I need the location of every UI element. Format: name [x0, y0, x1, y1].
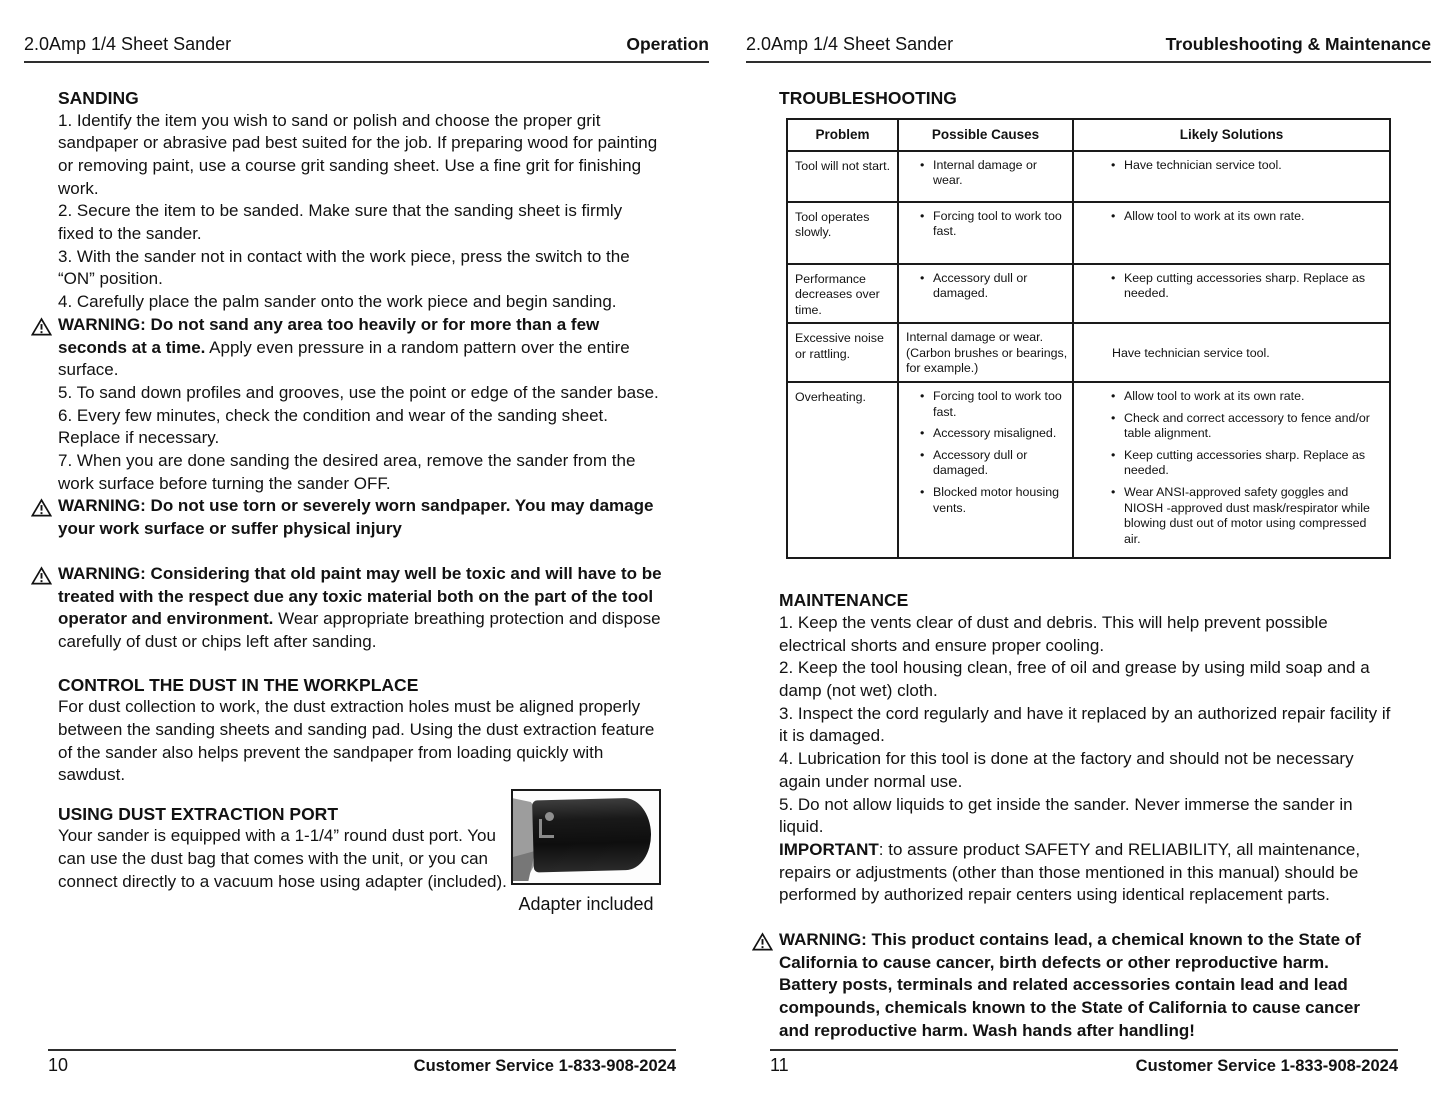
warning-old-paint: [58, 563, 662, 654]
problem-cell: Excessive noise or rattling.: [787, 323, 898, 382]
solutions-cell: [1073, 382, 1390, 558]
warning-rest-text: Wear appropriate breathing protection and dispose carefully of dust or chips left after sanding.: [58, 609, 661, 651]
sanding-step-6: 6. Every few minutes, check the condition and wear of the sanding sheet. Replace if necessary.: [58, 405, 608, 448]
troubleshooting-heading: TROUBLESHOOTING: [779, 88, 957, 108]
causes-cell: [898, 382, 1073, 558]
causes-cell: [898, 151, 1073, 202]
customer-service-text: Customer Service 1-833-908-2024: [413, 1057, 676, 1075]
warning-icon: [31, 498, 52, 524]
maintenance-item-4: 4. Lubrication for this tool is done at the factory and should not be necessary again under normal use.: [779, 749, 1354, 791]
solution-item: • Wear ANSI-approved safety goggles and NIOSH -approved dust mask/respirator while blowing dust out of motor using compressed air.: [1111, 485, 1383, 547]
maintenance-heading: MAINTENANCE: [779, 590, 909, 611]
table-row: [787, 151, 1390, 202]
page-troubleshooting-maintenance: [722, 0, 1444, 1118]
problem-cell: Performance decreases over time.: [787, 264, 898, 324]
cause-item: • Accessory dull or damaged.: [920, 448, 1066, 479]
header-section-label: Operation: [626, 34, 709, 54]
page-number: 11: [770, 1055, 789, 1075]
troubleshooting-content: [779, 87, 1392, 1043]
adapter-image: [511, 789, 661, 885]
sanding-step-3: 3. With the sander not in contact with the work piece, press the switch to the “ON” position.: [58, 246, 630, 289]
problem-cell: Tool operates slowly.: [787, 202, 898, 264]
causes-cell: Internal damage or wear. (Carbon brushes or bearings, for example.): [898, 323, 1073, 382]
dust-control-body: For dust collection to work, the dust extraction holes must be aligned properly between the sanding sheets and sanding pad. Using the dust extraction feature of the sander also helps prevent the sandpaper from loading quickly with sawdust.: [58, 697, 655, 785]
important-rest: : to assure product SAFETY and RELIABILITY, all maintenance, repairs or adjustments (other than those mentioned in this manual) should be performed by authorized repair centers using identical replacement parts.: [779, 839, 1361, 905]
maintenance-important: [779, 839, 1392, 907]
sanding-step-2: 2. Secure the item to be sanded. Make sure that the sanding sheet is firmly fixed to the sander.: [58, 201, 623, 244]
solution-item: • Check and correct accessory to fence and/or table alignment.: [1111, 411, 1383, 442]
page-footer: [48, 1049, 676, 1076]
cause-item: • Forcing tool to work too fast.: [920, 209, 1066, 240]
sanding-step-4: 4. Carefully place the palm sander onto the work piece and begin sanding.: [58, 292, 617, 312]
page-footer: [770, 1049, 1398, 1076]
customer-service-text: Customer Service 1-833-908-2024: [1135, 1057, 1398, 1075]
troubleshooting-table: [786, 118, 1391, 560]
sanding-heading: SANDING: [58, 88, 139, 108]
sanding-step-7: 7. When you are done sanding the desired area, remove the sander from the work surface before turning the sander OFF.: [58, 451, 636, 493]
sanding-step-5: 5. To sand down profiles and grooves, use the point or edge of the sander base.: [58, 382, 659, 402]
dust-port-figure: [510, 789, 662, 915]
operation-content: [58, 87, 662, 915]
maintenance-item-1: 1. Keep the vents clear of dust and debris. This will help prevent possible electrical shorts and ensure proper cooling.: [779, 612, 1328, 655]
solution-item: • Keep cutting accessories sharp. Replace as needed.: [1111, 448, 1383, 479]
table-row: [787, 202, 1390, 264]
dust-port-body: Your sander is equipped with a 1-1/4” round dust port. You can use the dust bag that comes with the unit, or you can connect directly to a vacuum hose using adapter (included).: [58, 826, 507, 891]
dust-port-text-column: [58, 803, 510, 915]
dust-port-heading: USING DUST EXTRACTION PORT: [58, 803, 339, 824]
maintenance-item-5: 5. Do not allow liquids to get inside the sander. Never immerse the sander in liquid.: [779, 794, 1353, 837]
problem-cell: Tool will not start.: [787, 151, 898, 202]
column-header-causes: Possible Causes: [898, 119, 1073, 151]
warning-bold-text: WARNING: Do not sand any area too heavily or for more than a few seconds at a time.: [58, 314, 600, 357]
dust-port-section: [58, 803, 662, 915]
cause-item: • Accessory misaligned.: [920, 426, 1066, 442]
table-row: [787, 323, 1390, 382]
sanding-step-1: 1. Identify the item you wish to sand or polish and choose the proper grit sandpaper or abrasive pad best suited for the job. If preparing wood for painting or removing paint, use a course grit sanding sheet. Use a fine grit for finishing work.: [58, 110, 658, 198]
header-rule: [746, 61, 1431, 63]
warning-bold-text: WARNING: Do not use torn or severely worn sandpaper. You may damage your work surface or suffer physical injury: [58, 496, 654, 539]
solution-item: • Allow tool to work at its own rate.: [1111, 209, 1383, 225]
cause-item: • Blocked motor housing vents.: [920, 485, 1066, 516]
page-header: [24, 34, 709, 54]
column-header-solutions: Likely Solutions: [1073, 119, 1390, 151]
cause-item: • Forcing tool to work too fast.: [920, 389, 1066, 420]
page-operation: [0, 0, 722, 1118]
page-number: 10: [48, 1055, 69, 1075]
header-rule: [24, 61, 709, 63]
solution-item: • Have technician service tool.: [1111, 158, 1383, 174]
cause-item: • Accessory dull or damaged.: [920, 271, 1066, 302]
adapter-hook-shape: [539, 819, 554, 838]
product-title: 2.0Amp 1/4 Sheet Sander: [24, 34, 232, 54]
warning-icon: [752, 932, 773, 958]
warning-rest-text: Apply even pressure in a random pattern over the entire surface.: [58, 337, 630, 380]
maintenance-item-2: 2. Keep the tool housing clean, free of oil and grease by using mild soap and a damp (not wet) cloth.: [779, 658, 1370, 701]
solution-item: • Keep cutting accessories sharp. Replace as needed.: [1111, 271, 1383, 302]
warning-bold-text: WARNING: Considering that old paint may well be toxic and will have to be treated with the respect due any toxic material both on the part of the tool operator and environment.: [58, 563, 662, 629]
product-title: 2.0Amp 1/4 Sheet Sander: [746, 34, 954, 54]
causes-cell: [898, 202, 1073, 264]
figure-caption: Adapter included: [518, 893, 654, 914]
solution-item: • Allow tool to work at its own rate.: [1111, 389, 1383, 405]
header-section-label: Troubleshooting & Maintenance: [1165, 34, 1431, 54]
solutions-cell: [1073, 202, 1390, 264]
table-row: [787, 264, 1390, 324]
table-header-row: [787, 119, 1390, 151]
column-header-problem: Problem: [787, 119, 898, 151]
cause-item: • Internal damage or wear.: [920, 158, 1066, 189]
table-row: [787, 382, 1390, 558]
maintenance-section: [779, 589, 1392, 907]
solutions-cell: Have technician service tool.: [1073, 323, 1390, 382]
dust-control-heading: CONTROL THE DUST IN THE WORKPLACE: [58, 674, 419, 695]
maintenance-item-3: 3. Inspect the cord regularly and have it replaced by an authorized repair facility if it is damaged.: [779, 703, 1391, 746]
warning-bold-text: WARNING: This product contains lead, a chemical known to the State of California to cause cancer, birth defects or other reproductive harm. Battery posts, terminals and related accessories contain lead and lead compounds, chemicals known to the State of California to cause cancer and reproductive harm. Wash hands after handling!: [779, 930, 1361, 1040]
important-label: IMPORTANT: [779, 839, 879, 859]
warning-sand-heavily: [58, 314, 662, 382]
warning-icon: [31, 317, 52, 343]
warning-lead: [779, 929, 1392, 1043]
warning-torn-sandpaper: [58, 495, 662, 540]
problem-cell: Overheating.: [787, 382, 898, 558]
solutions-cell: [1073, 151, 1390, 202]
causes-cell: [898, 264, 1073, 324]
page-header: [746, 34, 1431, 54]
solutions-cell: [1073, 264, 1390, 324]
warning-icon: [31, 566, 52, 592]
